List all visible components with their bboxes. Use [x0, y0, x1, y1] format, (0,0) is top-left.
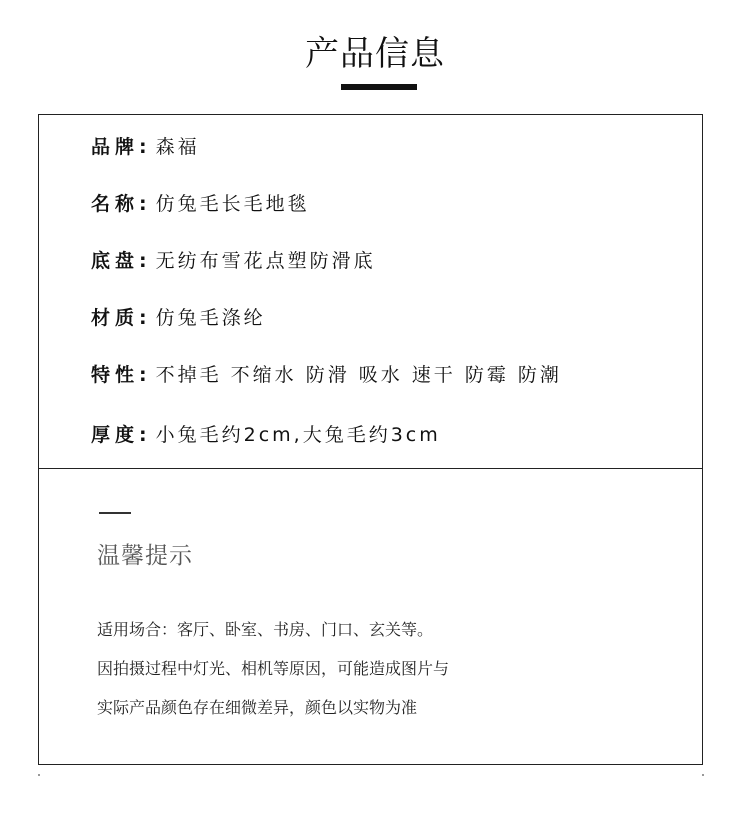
- spec-row-material: [91, 303, 266, 330]
- section-title: 产品信息: [305, 34, 445, 74]
- corner-dot-left: [38, 774, 40, 776]
- tips-line-2: 因拍摄过程中灯光、相机等原因，可能造成图片与: [97, 659, 450, 678]
- spec-row-base: [91, 246, 376, 273]
- spec-colon: :: [139, 193, 150, 215]
- spec-value: 仿兔毛涤纶: [155, 307, 266, 329]
- spec-label: 材质: [91, 307, 140, 329]
- spec-value: 小兔毛约2cm,大兔毛约3cm: [155, 424, 441, 446]
- spec-value: 不掉毛 不缩水 防滑 吸水 速干 防霉 防潮: [155, 364, 562, 386]
- spec-label: 品牌: [91, 136, 140, 158]
- spec-row-brand: [91, 132, 200, 159]
- spec-row-name: [91, 189, 310, 216]
- spec-label: 名称: [91, 193, 140, 215]
- spec-colon: :: [139, 136, 150, 158]
- spec-box: [38, 114, 703, 469]
- spec-label: 厚度: [91, 424, 140, 446]
- title-underline: [341, 84, 417, 90]
- spec-colon: :: [139, 364, 150, 386]
- spec-colon: :: [139, 250, 150, 272]
- spec-row-thickness: [91, 420, 441, 447]
- spec-label: 底盘: [91, 250, 140, 272]
- tips-line-1: 适用场合：客厅、卧室、书房、门口、玄关等。: [97, 620, 434, 639]
- spec-colon: :: [139, 424, 150, 446]
- spec-row-features: [91, 360, 562, 387]
- spec-value: 森福: [155, 136, 200, 158]
- tips-line-3: 实际产品颜色存在细微差异，颜色以实物为准: [97, 698, 418, 717]
- tips-title: 温馨提示: [97, 543, 193, 569]
- spec-colon: :: [139, 307, 150, 329]
- spec-value: 仿兔毛长毛地毯: [155, 193, 310, 215]
- tips-dash: [99, 512, 131, 514]
- tips-box: [38, 469, 703, 765]
- corner-dot-right: [702, 774, 704, 776]
- spec-label: 特性: [91, 364, 140, 386]
- spec-value: 无纺布雪花点塑防滑底: [155, 250, 376, 272]
